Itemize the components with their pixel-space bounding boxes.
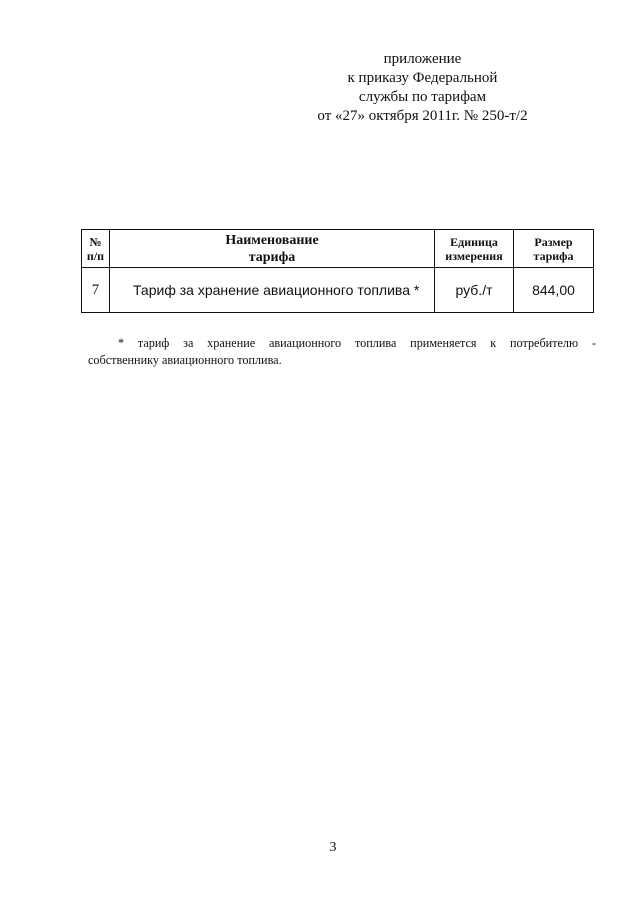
column-header-number-line2: п/п <box>86 248 105 263</box>
footnote-line1: * тариф за хранение авиационного топлива применяется к потребителю - <box>118 336 596 350</box>
header-line-service: службы по тарифам <box>358 89 487 105</box>
header-line-date: от «27» октября 2011г. № 250-т/2 <box>317 108 528 124</box>
header-line-order: к приказу Федеральной <box>347 70 498 86</box>
page-number: 3 <box>329 840 337 855</box>
column-header-unit-line2: измерения <box>445 248 503 263</box>
appendix-header <box>300 50 545 126</box>
cell-unit: руб./т <box>435 268 514 313</box>
column-header-unit-line1: Единица <box>450 234 498 249</box>
column-header-name-line1: Наименование <box>225 232 319 248</box>
column-header-size-line1: Размер <box>534 234 573 249</box>
column-header-size-line2: тарифа <box>533 248 574 263</box>
column-header-size <box>514 230 594 268</box>
header-line-appendix: приложение <box>383 51 462 67</box>
column-header-name-line2: тарифа <box>248 249 296 265</box>
cell-tariff-name: Тариф за хранение авиационного топлива * <box>110 268 435 313</box>
column-header-unit <box>435 230 514 268</box>
table-header-row <box>82 230 594 268</box>
cell-tariff-size: 844,00 <box>514 268 594 313</box>
column-header-number <box>82 230 110 268</box>
footnote <box>88 335 596 369</box>
cell-number: 7 <box>82 268 110 313</box>
table-row <box>82 268 594 313</box>
column-header-name <box>110 230 435 268</box>
column-header-number-line1: № <box>89 234 102 249</box>
footnote-line2: собственнику авиационного топлива. <box>88 353 282 367</box>
tariff-table <box>81 229 594 313</box>
